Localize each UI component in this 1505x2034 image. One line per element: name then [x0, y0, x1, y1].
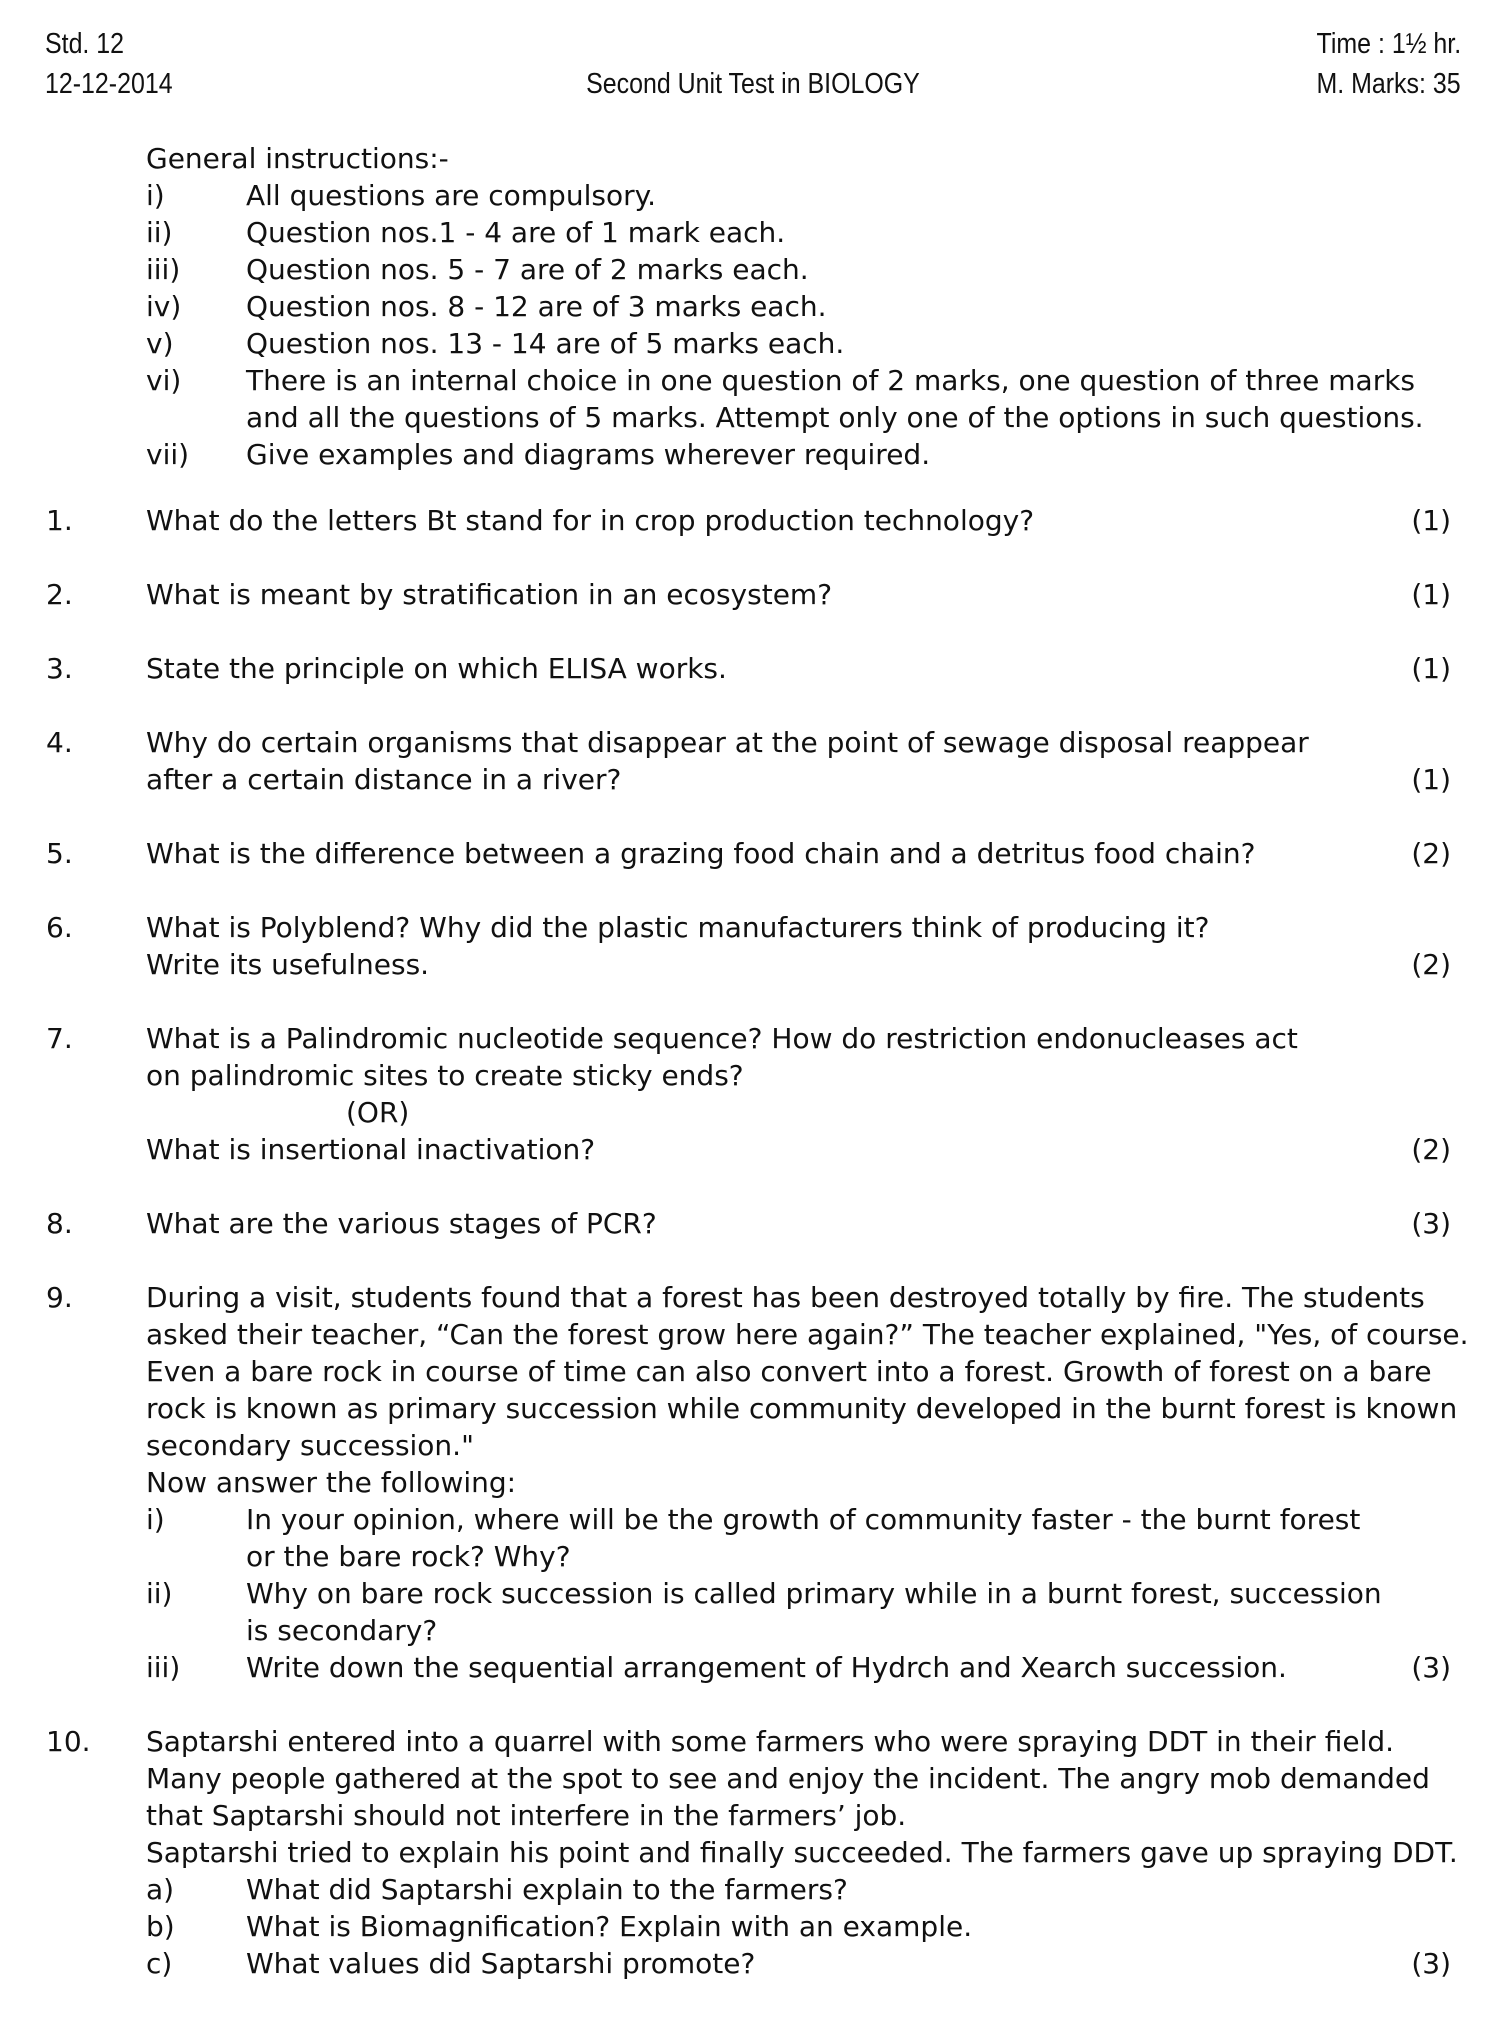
question-text: Many people gathered at the spot to see and enjoy the incident. The angry mob demanded: [146, 1762, 1430, 1795]
sub-question-line: [0, 1538, 1505, 1575]
question-text: Saptarshi tried to explain his point and finally succeeded. The farmers gave up spraying DDT.: [146, 1836, 1458, 1869]
question-line: [0, 1390, 1505, 1427]
question-or-line: [0, 1094, 1505, 1131]
instruction-label: vii): [146, 438, 190, 471]
question-text: after a certain distance in a river?: [146, 763, 622, 796]
header-std: Std. 12: [45, 28, 125, 60]
question-text: Why do certain organisms that disappear at the point of sewage disposal reappear: [146, 726, 1309, 759]
instruction-line: [0, 288, 1505, 325]
question-or: (OR): [346, 1096, 410, 1129]
question-line: [0, 1205, 1505, 1242]
question-marks: (1): [1411, 763, 1451, 796]
question-line: [0, 1057, 1505, 1094]
question-text: What are the various stages of PCR?: [146, 1207, 657, 1240]
question-marks: (3): [1411, 1207, 1451, 1240]
instruction-label: ii): [146, 216, 173, 249]
instruction-label: iv): [146, 290, 182, 323]
question-text: on palindromic sites to create sticky ends?: [146, 1059, 744, 1092]
question-alt-line: [0, 1131, 1505, 1168]
question-line: [0, 1353, 1505, 1390]
question-text: asked their teacher, “Can the forest grow here again?” The teacher explained, "Yes, of course.: [146, 1318, 1469, 1351]
question-text: rock is known as primary succession while community developed in the burnt forest is known: [146, 1392, 1458, 1425]
sub-question-text: In your opinion, where will be the growth of community faster - the burnt forest: [246, 1503, 1361, 1536]
question-marks: (1): [1411, 652, 1451, 685]
sub-question-text: is secondary?: [246, 1614, 438, 1647]
instruction-text: Question nos. 5 - 7 are of 2 marks each.: [246, 253, 809, 286]
sub-question-text: What values did Saptarshi promote?: [246, 1947, 756, 1980]
question-marks: (3): [1411, 1947, 1451, 1980]
sub-question-label: iii): [146, 1651, 181, 1684]
question-number: 7.: [46, 1022, 73, 1055]
sub-question-line: [0, 1649, 1505, 1686]
instruction-text: Question nos. 13 - 14 are of 5 marks each.: [246, 327, 845, 360]
instruction-text: Give examples and diagrams wherever required.: [246, 438, 931, 471]
question-text: What do the letters Bt stand for in crop production technology?: [146, 504, 1035, 537]
question-marks: (2): [1411, 1133, 1451, 1166]
question-text: that Saptarshi should not interfere in the farmers’ job.: [146, 1799, 907, 1832]
question-line: [0, 1834, 1505, 1871]
question-marks: (2): [1411, 948, 1451, 981]
header-date: 12-12-2014: [45, 68, 173, 100]
sub-question-line: [0, 1575, 1505, 1612]
question-line: [0, 650, 1505, 687]
question-text: Even a bare rock in course of time can also convert into a forest. Growth of forest on a bare: [146, 1355, 1432, 1388]
question-number: 4.: [46, 726, 73, 759]
question-text: Write its usefulness.: [146, 948, 430, 981]
question-paper-body: [0, 140, 1505, 1982]
question-text: What is Polyblend? Why did the plastic manufacturers think of producing it?: [146, 911, 1210, 944]
question-text: secondary succession.": [146, 1429, 474, 1462]
question-alternative: What is insertional inactivation?: [146, 1133, 596, 1166]
instruction-text: Question nos. 8 - 12 are of 3 marks each.: [246, 290, 827, 323]
header-time: Time : 1½ hr.: [1316, 28, 1461, 60]
question-line: [0, 724, 1505, 761]
question-number: 9.: [46, 1281, 73, 1314]
question-line: [0, 1464, 1505, 1501]
sub-question-line: [0, 1908, 1505, 1945]
sub-question-text: What did Saptarshi explain to the farmers?: [246, 1873, 848, 1906]
instruction-text: All questions are compulsory.: [246, 179, 657, 212]
instruction-text: Question nos.1 - 4 are of 1 mark each.: [246, 216, 786, 249]
instruction-label: v): [146, 327, 174, 360]
question-line: [0, 909, 1505, 946]
question-text: What is meant by stratification in an ecosystem?: [146, 578, 833, 611]
question-marks: (2): [1411, 837, 1451, 870]
instruction-text: There is an internal choice in one question of 2 marks, one question of three marks: [246, 364, 1416, 397]
sub-question-text: Why on bare rock succession is called primary while in a burnt forest, succession: [246, 1577, 1382, 1610]
instruction-line: [0, 251, 1505, 288]
question-line: [0, 1760, 1505, 1797]
header-title-wrap: [0, 64, 1505, 104]
question-number: 1.: [46, 504, 73, 537]
sub-question-text: What is Biomagnification? Explain with an example.: [246, 1910, 973, 1943]
question-line: [0, 1427, 1505, 1464]
header-max-marks: M. Marks: 35: [1316, 68, 1461, 100]
instruction-line: [0, 436, 1505, 473]
question-text: Now answer the following:: [146, 1466, 517, 1499]
instruction-line: [0, 399, 1505, 436]
question-line: [0, 835, 1505, 872]
instruction-label: vi): [146, 364, 182, 397]
instruction-label: iii): [146, 253, 181, 286]
question-line: [0, 946, 1505, 983]
instruction-line: [0, 214, 1505, 251]
sub-question-line: [0, 1501, 1505, 1538]
question-line: [0, 761, 1505, 798]
question-text: During a visit, students found that a forest has been destroyed totally by fire. The students: [146, 1281, 1425, 1314]
sub-question-label: c): [146, 1947, 173, 1980]
question-line: [0, 1723, 1505, 1760]
sub-question-label: b): [146, 1910, 175, 1943]
question-line: [0, 1797, 1505, 1834]
sub-question-label: i): [146, 1503, 165, 1536]
instruction-text: and all the questions of 5 marks. Attempt only one of the options in such questions.: [246, 401, 1424, 434]
instruction-label: i): [146, 179, 165, 212]
question-line: [0, 576, 1505, 613]
instruction-line: [0, 177, 1505, 214]
question-number: 6.: [46, 911, 73, 944]
sub-question-line: [0, 1612, 1505, 1649]
question-marks: (1): [1411, 504, 1451, 537]
question-marks: (3): [1411, 1651, 1451, 1684]
question-text: Saptarshi entered into a quarrel with some farmers who were spraying DDT in their field.: [146, 1725, 1395, 1758]
sub-question-text: or the bare rock? Why?: [246, 1540, 571, 1573]
sub-question-label: a): [146, 1873, 175, 1906]
instructions-heading: General instructions:-: [146, 142, 449, 175]
instruction-line: [0, 325, 1505, 362]
question-line: [0, 1020, 1505, 1057]
sub-question-label: ii): [146, 1577, 173, 1610]
question-line: [0, 502, 1505, 539]
question-text: What is the difference between a grazing food chain and a detritus food chain?: [146, 837, 1256, 870]
question-number: 3.: [46, 652, 73, 685]
question-number: 5.: [46, 837, 73, 870]
sub-question-text: Write down the sequential arrangement of Hydrch and Xearch succession.: [246, 1651, 1287, 1684]
instruction-line: [0, 362, 1505, 399]
question-text: What is a Palindromic nucleotide sequence? How do restriction endonucleases act: [146, 1022, 1298, 1055]
question-line: [0, 1279, 1505, 1316]
sub-question-line: [0, 1871, 1505, 1908]
question-line: [0, 1316, 1505, 1353]
question-number: 10.: [46, 1725, 91, 1758]
instructions-heading-line: [0, 140, 1505, 177]
question-number: 2.: [46, 578, 73, 611]
question-number: 8.: [46, 1207, 73, 1240]
question-marks: (1): [1411, 578, 1451, 611]
header-title: Second Unit Test in BIOLOGY: [585, 68, 920, 100]
sub-question-line: [0, 1945, 1505, 1982]
question-text: State the principle on which ELISA works.: [146, 652, 727, 685]
